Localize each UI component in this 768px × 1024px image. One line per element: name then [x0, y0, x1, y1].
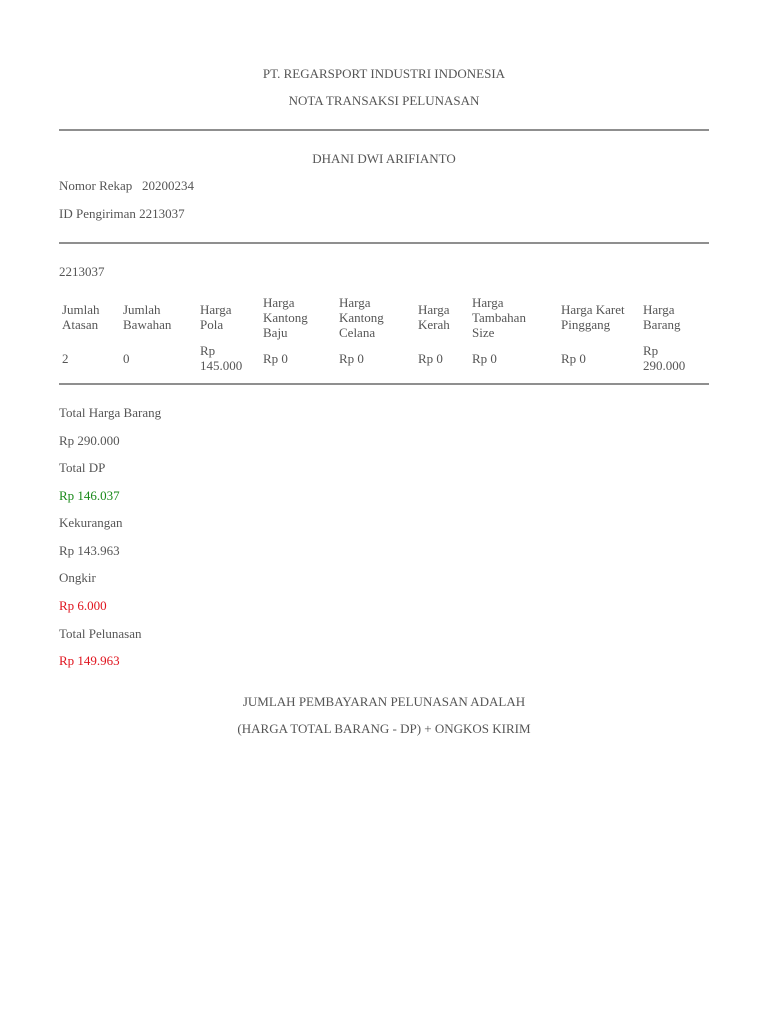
table-data-cell-line: Rp 0 [418, 350, 443, 366]
table-data-cell [200, 343, 242, 373]
table-data-cell-line: 2 [62, 350, 69, 366]
table-header-cell-line: Barang [643, 317, 681, 332]
table-header-cell-line: Harga [472, 294, 504, 310]
nomor-rekap-label: Nomor Rekap [59, 178, 133, 193]
table-header-cell [643, 302, 681, 332]
table-header-cell-line: Bawahan [123, 317, 172, 332]
table-header-cell-line: Kantong [339, 309, 384, 325]
footer-note-line2: (HARGA TOTAL BARANG - DP) + ONGKOS KIRIM [237, 721, 531, 736]
table-header-cell-line: Harga [200, 302, 232, 317]
table-header-cell-line: Harga [418, 302, 450, 317]
table-data-cell [263, 351, 288, 366]
table-header-cell [263, 295, 308, 340]
table-header-cell [200, 302, 232, 332]
total-harga-label: Total Harga Barang [59, 405, 162, 420]
table-data-cell-line: Rp 0 [263, 350, 288, 366]
table-data-cell [561, 351, 586, 366]
ongkir-value: Rp 6.000 [59, 598, 107, 613]
table-data-cell-line: Rp 0 [339, 350, 364, 366]
table-data-cell-line: 0 [123, 350, 130, 366]
table-header-cell-line: Atasan [62, 317, 99, 332]
table-header-cell [62, 302, 100, 332]
table-data-cell-line: Rp 0 [472, 350, 497, 366]
table-header-cell-line: Harga [263, 294, 295, 310]
table-header-cell [339, 295, 384, 340]
nomor-rekap-value: 20200234 [142, 178, 195, 193]
table-data-cell [123, 351, 130, 366]
table-header-cell-line: Kantong [263, 309, 308, 325]
table-data-cell-line: Rp [200, 343, 216, 358]
table-header-cell-line: Jumlah [123, 302, 161, 317]
total-dp-label: Total DP [59, 460, 106, 475]
id-pengiriman-value: 2213037 [139, 206, 185, 221]
customer-name: DHANI DWI ARIFIANTO [312, 151, 456, 166]
ongkir-label: Ongkir [59, 570, 96, 585]
table-data-cell-line: Rp [643, 343, 659, 358]
id-pengiriman-row [59, 206, 185, 222]
total-harga-value: Rp 290.000 [59, 433, 120, 448]
table-header-cell-line: Harga Karet [561, 302, 625, 317]
total-pelunasan-value: Rp 149.963 [59, 653, 120, 668]
divider-top [59, 129, 709, 131]
document-title: NOTA TRANSAKSI PELUNASAN [288, 93, 480, 108]
table-header-cell-line: Kerah [418, 317, 450, 332]
table-data-cell [418, 351, 443, 366]
table-header-cell-line: Pola [200, 317, 224, 332]
table-header-cell-line: Celana [339, 324, 376, 340]
company-name: PT. REGARSPORT INDUSTRI INDONESIA [262, 66, 506, 81]
total-pelunasan-label: Total Pelunasan [59, 626, 142, 641]
kekurangan-value: Rp 143.963 [59, 543, 120, 558]
section-id: 2213037 [59, 264, 105, 279]
table-header-cell-line: Harga [339, 294, 371, 310]
table-header-cell [472, 295, 526, 340]
table-data-cell [62, 351, 69, 366]
table-data-cell [472, 351, 497, 366]
table-header-cell [561, 302, 625, 332]
table-data-cell [643, 343, 685, 373]
footer-note-line1: JUMLAH PEMBAYARAN PELUNASAN ADALAH [242, 694, 526, 709]
table-header-cell-line: Harga [643, 302, 675, 317]
table-header-cell-line: Pinggang [561, 317, 611, 332]
table-data-cell-line: 145.000 [200, 358, 243, 373]
table-data-cell-line: Rp 0 [561, 350, 586, 366]
table-data-cell [339, 351, 364, 366]
table-header-cell-line: Size [472, 324, 495, 340]
table-header-cell-line: Tambahan [472, 309, 526, 325]
divider-table-bottom [59, 383, 709, 385]
table-header-cell [418, 302, 450, 332]
table-header-cell [123, 302, 171, 332]
table-header-cell-line: Baju [263, 324, 288, 340]
table-data-cell-line: 290.000 [643, 358, 686, 373]
divider-middle [59, 242, 709, 244]
id-pengiriman-label: ID Pengiriman [59, 206, 136, 221]
total-dp-value: Rp 146.037 [59, 488, 120, 503]
nomor-rekap-row [59, 178, 194, 194]
kekurangan-label: Kekurangan [59, 515, 123, 530]
table-header-cell-line: Jumlah [62, 302, 100, 317]
